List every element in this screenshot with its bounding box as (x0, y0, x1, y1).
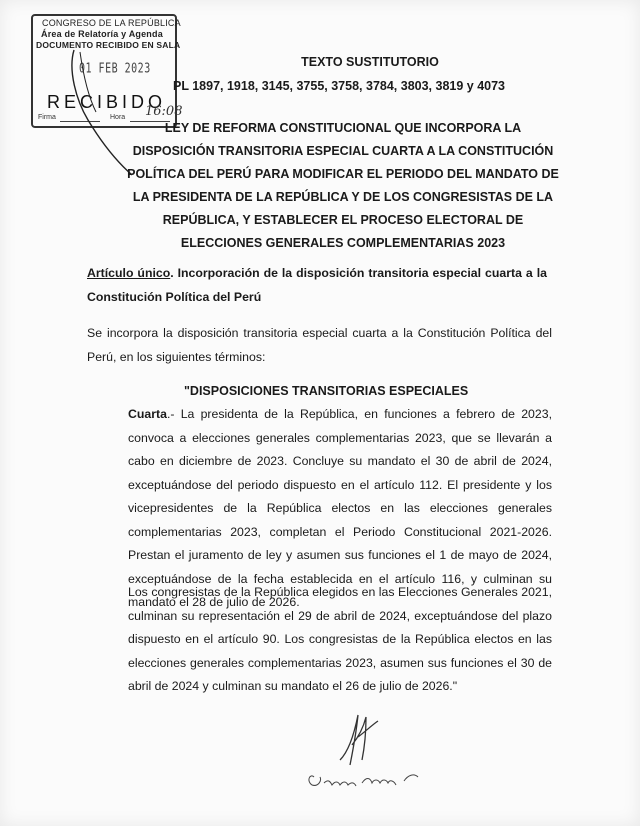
law-title: LEY DE REFORMA CONSTITUCIONAL QUE INCORPORA LA DISPOSICIÓN TRANSITORIA ESPECIAL CUARTA A LA CONSTITUCIÓN POLÍTICA DEL PERÚ PARA MODIFICAR EL PERIODO DEL MANDATO DE LA PRESIDENTA DE LA REPÚBLICA Y DE LOS CONGRESISTAS DE LA REPÚBLICA, Y ESTABLECER EL PROCESO ELECTORAL DE ELECCIONES GENERALES COMPLEMENTARIAS 2023 (127, 121, 559, 250)
article-text: . Incorporación de la disposición transitoria especial cuarta a la Constitución Política del Perú (87, 266, 547, 304)
bill-numbers: PL 1897, 1918, 3145, 3755, 3758, 3784, 3803, 3819 y 4073 (173, 79, 506, 93)
stamp-firma-label: Firma (38, 114, 56, 121)
intro-paragraph: Se incorpora la disposición transitoria especial cuarta a la Constitución Política del Perú, en los siguientes términos: (87, 326, 552, 364)
handwritten-signature (300, 705, 440, 805)
dispositions-title: "DISPOSICIONES TRANSITORIAS ESPECIALES (184, 384, 469, 398)
stamp-date: 01 FEB 2023 (79, 62, 151, 77)
stamp-hora-label: Hora (110, 114, 126, 121)
stamp-line-2: Área de Relatoría y Agenda (41, 29, 163, 39)
article-label: Artículo único (87, 266, 171, 280)
paragraph-cuarta-lead: Cuarta (128, 407, 167, 421)
paragraph-cuarta-text: .- La presidenta de la República, en funciones a febrero de 2023, convoca a elecciones generales complementarias 2023, que se llevarán a cabo en diciembre de 2023. Concluye su mandato el 30 de abril de 2024, exceptuándose del periodo dispuesto en el artículo 112. El presidente y los vicepresidentes de la República electos en las elecciones generales complementarias 2023, completan el Periodo Constitucional 2021-2026. Prestan el juramento de ley y asumen sus funciones el 1 de mayo de 2024, exceptuándose de la fecha establecida en el artículo 116, y culminan su mandato el 28 de julio de 2026. (128, 407, 552, 609)
stamp-line-1: CONGRESO DE LA REPÚBLICA (42, 18, 181, 28)
stamp-hora-value: 16:08 (145, 104, 183, 119)
stamp-received: RECIBIDO (47, 92, 167, 112)
paragraph-congresistas: Los congresistas de la República elegidos en las Elecciones Generales 2021, culminan su representación el 29 de abril de 2024, exceptuándose del plazo dispuesto en el artículo 90. Los congresistas de la República electos en las elecciones generales complementarias 2023, asumen sus funciones el 30 de abril de 2024 y culminan su mandato el 26 de julio de 2026." (128, 585, 552, 693)
article-heading (87, 262, 547, 309)
stamp-line-3: DOCUMENTO RECIBIDO EN SALA (36, 40, 181, 50)
document-heading: TEXTO SUSTITUTORIO (301, 55, 439, 69)
